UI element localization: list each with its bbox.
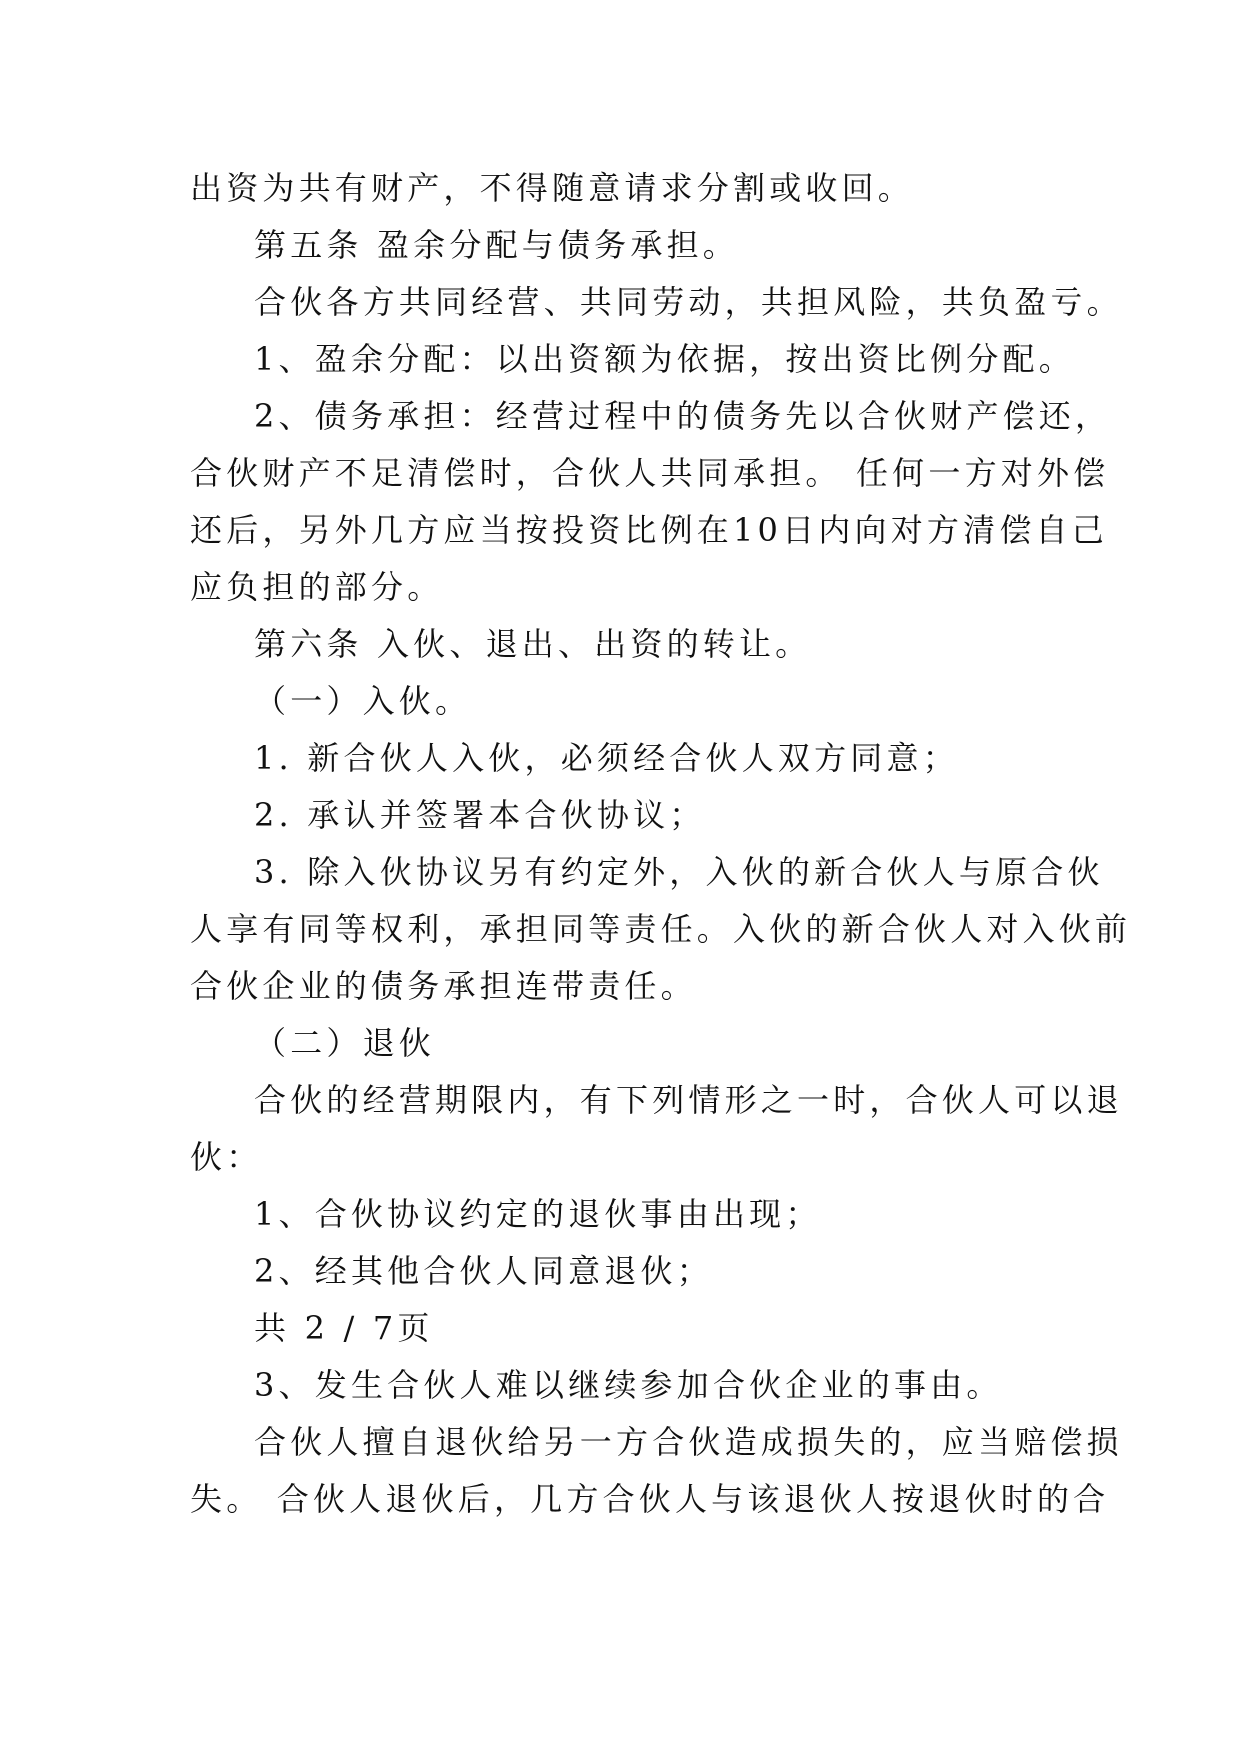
subsection-heading: （一）入伙。	[254, 682, 472, 720]
list-item: 3、发生合伙人难以继续参加合伙企业的事由。	[254, 1366, 1003, 1404]
page-number: 共 2 / 7页	[254, 1309, 434, 1347]
list-item: 3. 除入伙协议另有约定外，入伙的新合伙人与原合伙	[254, 853, 1104, 891]
text-line: 人享有同等权利，承担同等责任。入伙的新合伙人对入伙前	[190, 910, 1132, 948]
section-heading: 第六条 入伙、退出、出资的转让。	[254, 625, 812, 663]
list-item: 2、债务承担：经营过程中的债务先以合伙财产偿还，	[254, 397, 1112, 435]
list-item: 1、盈余分配：以出资额为依据，按出资比例分配。	[254, 340, 1075, 378]
subsection-heading: （二）退伙	[254, 1024, 436, 1062]
list-item: 2. 承认并签署本合伙协议；	[254, 796, 706, 834]
text-line: 合伙各方共同经营、共同劳动，共担风险，共负盈亏。	[254, 283, 1123, 321]
text-line: 应负担的部分。	[190, 568, 444, 606]
text-line: 出资为共有财产，不得随意请求分割或收回。	[190, 169, 915, 207]
list-item: 1、合伙协议约定的退伙事由出现；	[254, 1195, 822, 1233]
text-line: 合伙财产不足清偿时，合伙人共同承担。 任何一方对外偿	[190, 454, 1110, 492]
text-line: 合伙人擅自退伙给另一方合伙造成损失的，应当赔偿损	[254, 1423, 1123, 1461]
text-line: 合伙企业的债务承担连带责任。	[190, 967, 697, 1005]
text-line: 合伙的经营期限内，有下列情形之一时，合伙人可以退	[254, 1081, 1123, 1119]
text-line: 伙：	[190, 1138, 263, 1176]
list-item: 1. 新合伙人入伙，必须经合伙人双方同意；	[254, 739, 959, 777]
section-heading: 第五条 盈余分配与债务承担。	[254, 226, 739, 264]
text-line: 还后，另外几方应当按投资比例在10日内向对方清偿自己	[190, 511, 1108, 549]
list-item: 2、经其他合伙人同意退伙；	[254, 1252, 713, 1290]
text-line: 失。 合伙人退伙后，几方合伙人与该退伙人按退伙时的合	[190, 1480, 1110, 1518]
